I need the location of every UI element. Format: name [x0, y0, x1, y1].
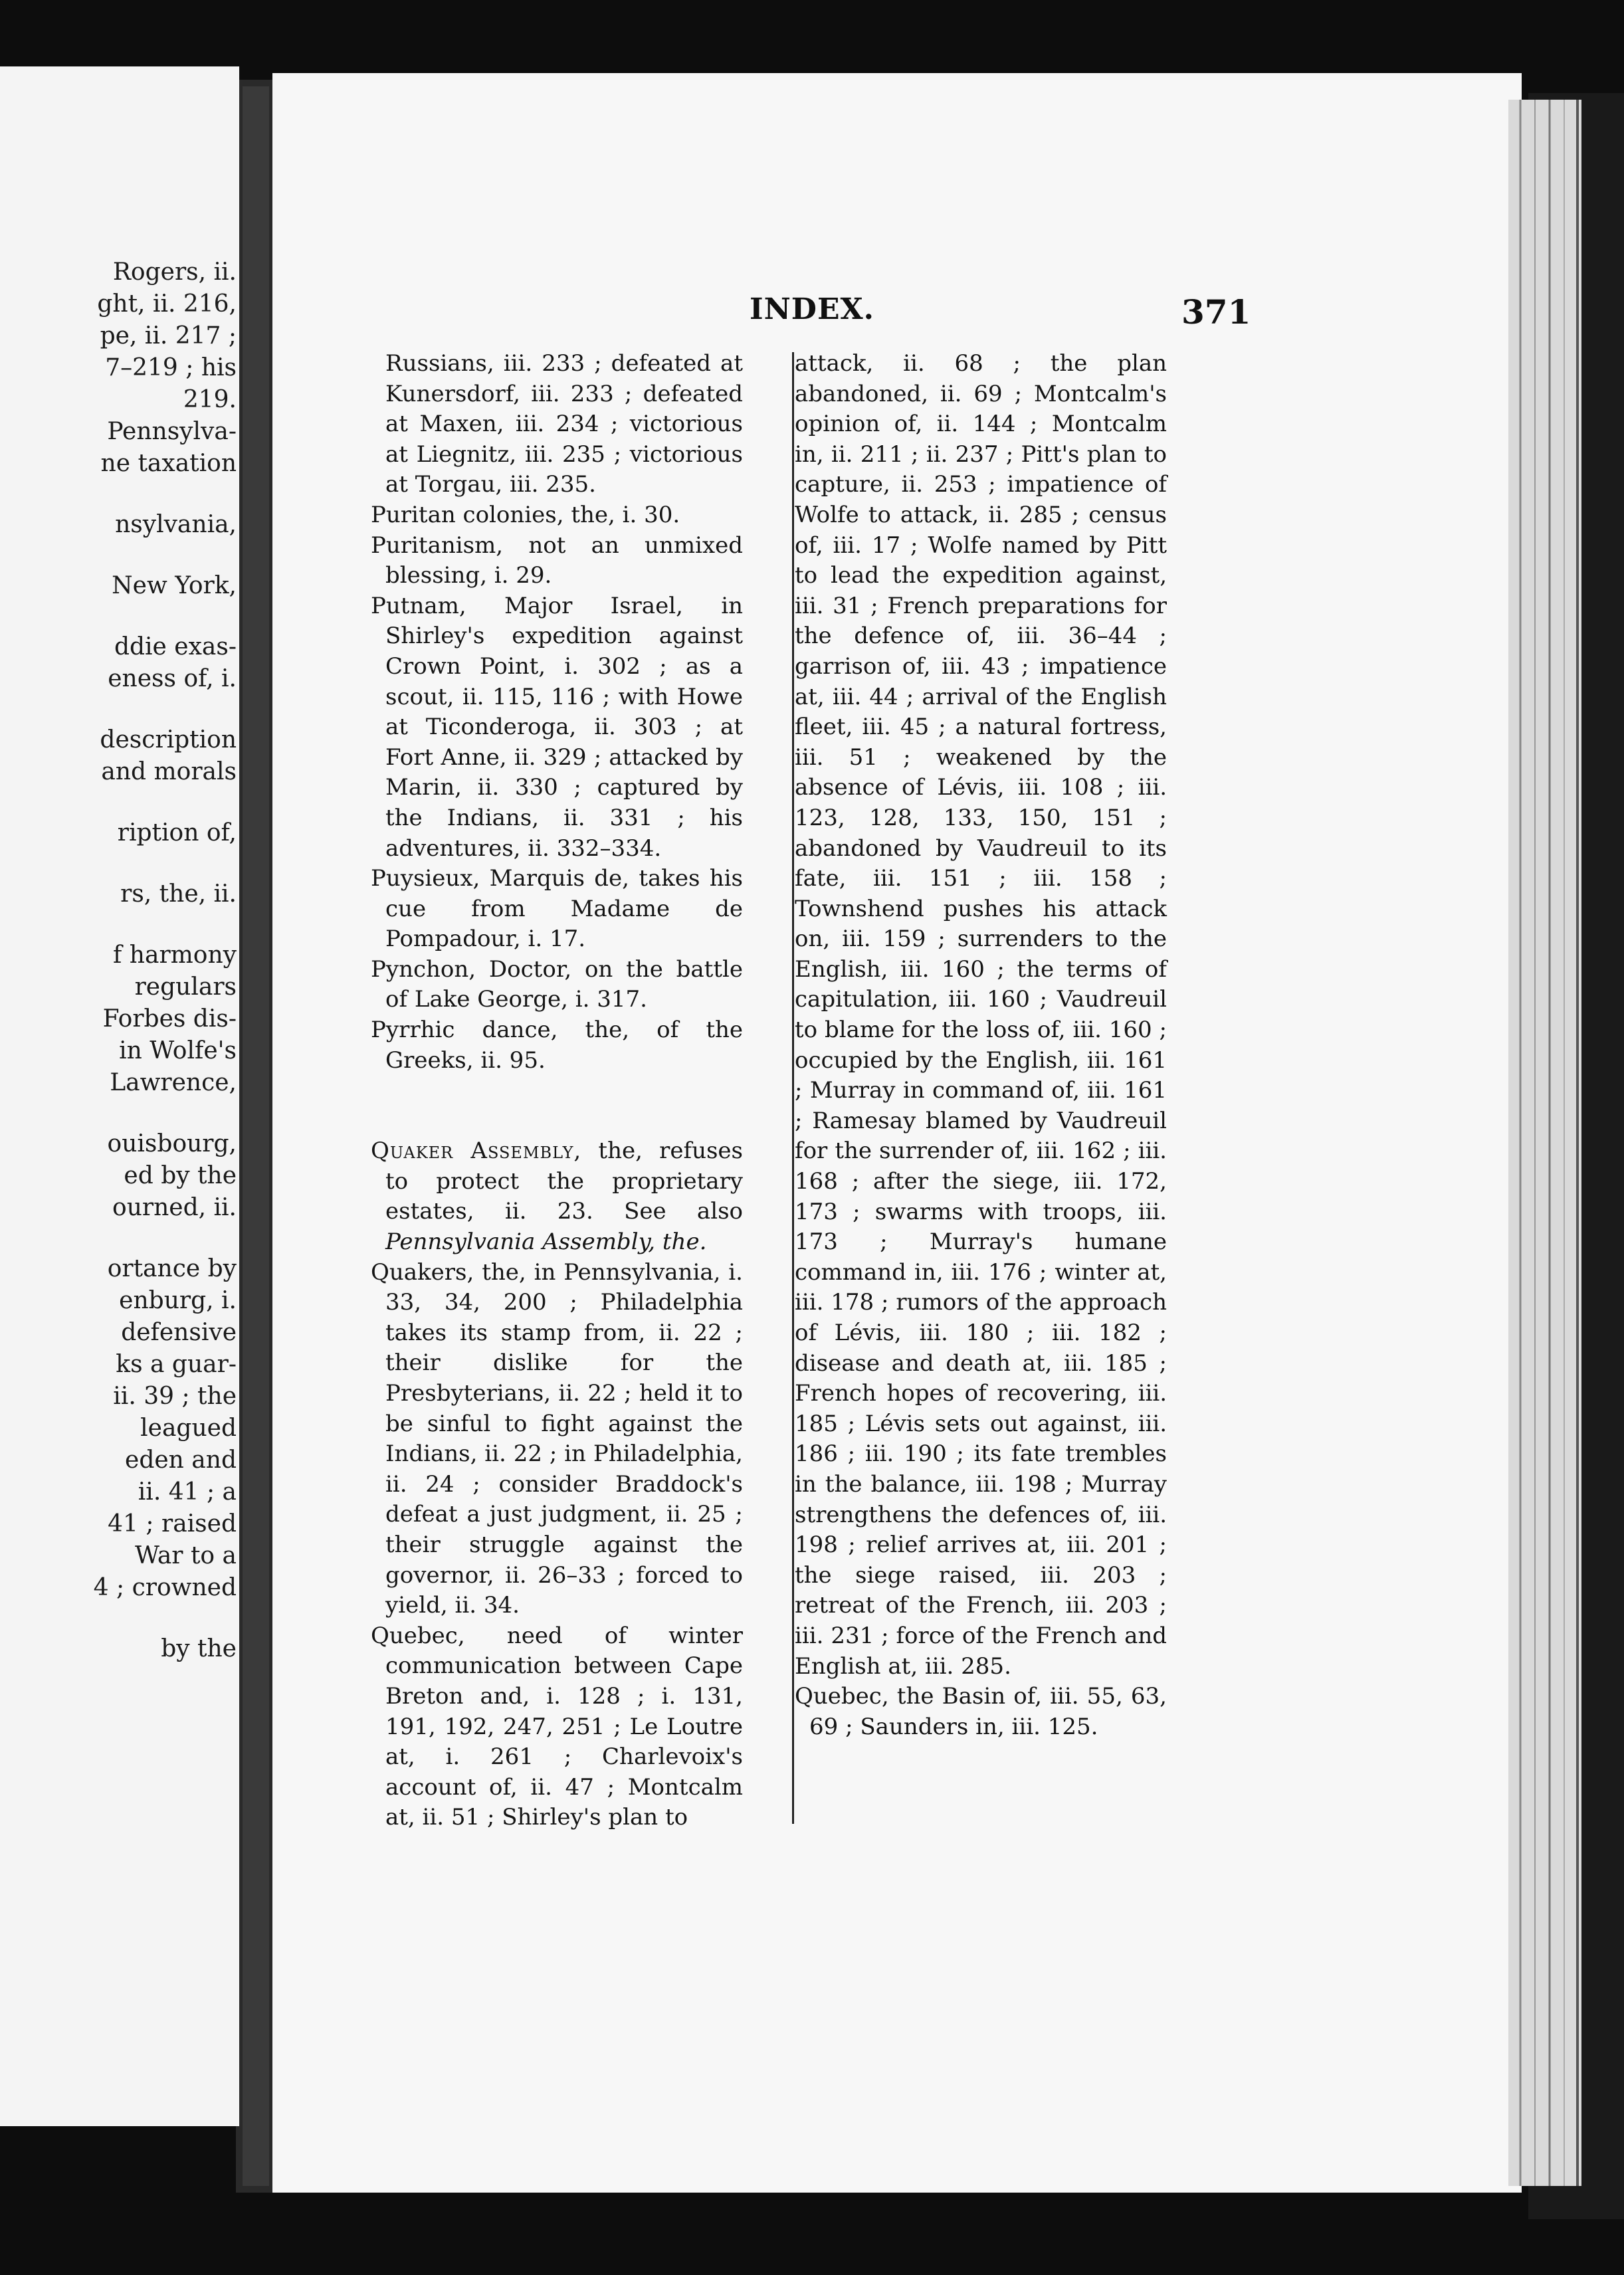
index-entry-quebec-continued: attack, ii. 68 ; the plan abandoned, ii. 69 ; Montcalm's opinion of, ii. 144 ; Montcalm in, ii. 211 ; ii. 237 ; Pitt's plan to capture, ii. 253 ; impatience of Wolfe to attack, ii. 285 ; census of, iii. 17 ; Wolfe named by Pitt to lead the expedition against, iii. 31 ; French preparations for the defence of, iii. 36–44 ; garrison of, iii. 43 ; impatience at, iii. 44 ; arrival of the English fleet, iii. 45 ; a natural fortress, iii. 51 ; weakened by the absence of Lévis, iii. 108 ; iii. 123, 128, 133, 150, 151 ; abandoned by Vaudreuil to its fate, iii. 151 ; iii. 158 ; Townshend pushes his attack on, iii. 159 ; surrenders to the English, iii. 160 ; the terms of capitulation, iii. 160 ; Vaudreuil to blame for the loss of, iii. 160 ; occupied by the English, iii. 161 ; Murray in command of, iii. 161 ; Ramesay blamed by Vaudreuil for the surrender of, iii. 162 ; iii. 168 ; after the siege, iii. 172, 173 ; swarms with troops, iii. 173 ; Murray's humane command in, iii. 176 ; winter at, iii. 178 ; rumors of the approach of Lévis, iii. 180 ; iii. 182 ; disease and death at, iii. 185 ; French hopes of recovering, iii. 185 ; Lévis sets out against, iii. 186 ; iii. 190 ; its fate trembles in the balance, iii. 198 ; Murray strengthens the defences of, iii. 198 ; relief arrives at, iii. 201 ; the siege raised, iii. 203 ; retreat of the French, iii. 203 ; iii. 231 ; force of the French and English at, iii. 285.: [795, 350, 1167, 1680]
facing-page-line: description: [100, 726, 237, 753]
facing-page-line: ks a guar-: [116, 1351, 237, 1378]
index-column-right: [795, 349, 1167, 1742]
facing-page-line: 41 ; raised: [108, 1510, 237, 1537]
index-page: [272, 73, 1522, 2193]
index-entry-quakers: Quakers, the, in Pennsylvania, i. 33, 34, 200 ; Philadelphia takes its stamp from, ii. 22 ; their dislike for the Presbyterians, ii. 22 ; held it to be sinful to fight against the Indians, ii. 22 ; in Philadelphia, ii. 24 ; consider Braddock's defeat a just judgment, ii. 25 ; their struggle against the governor, ii. 26–33 ; forced to yield, ii. 34.: [371, 1258, 743, 1619]
facing-page-line: rs, the, ii.: [120, 880, 237, 908]
facing-page-line: ii. 39 ; the: [113, 1383, 237, 1410]
facing-page-line: f harmony: [113, 941, 237, 969]
facing-page-line: 4 ; crowned: [93, 1574, 237, 1601]
facing-page-line: Pennsylva-: [107, 418, 237, 445]
facing-page-line: eden and: [125, 1446, 237, 1474]
index-entry-puritan-colonies: Puritan colonies, the, i. 30.: [371, 501, 680, 528]
facing-page-line: 219.: [183, 386, 237, 413]
facing-page-line: ed by the: [124, 1162, 237, 1189]
facing-page-line: in Wolfe's: [119, 1037, 237, 1064]
facing-page-line: regulars: [134, 973, 237, 1001]
letter-section-gap: [371, 1076, 743, 1136]
facing-page-line: defensive: [121, 1319, 237, 1346]
facing-page-line: nsylvania,: [115, 511, 237, 538]
facing-page: [0, 66, 239, 2126]
facing-page-line: Rogers, ii.: [112, 258, 237, 286]
facing-page-line: ription of,: [117, 819, 237, 846]
facing-page-line: ouisbourg,: [107, 1130, 237, 1157]
index-entry-pynchon: Pynchon, Doctor, on the battle of Lake George, i. 317.: [371, 955, 743, 1013]
running-head-title: INDEX.: [750, 292, 874, 326]
facing-page-line: Forbes dis-: [102, 1005, 237, 1033]
index-entry-quebec: Quebec, need of winter communication between Cape Breton and, i. 128 ; i. 131, 191, 192, 247, 251 ; Le Loutre at, i. 261 ; Charlevoix's account of, ii. 47 ; Montcalm at, ii. 51 ; Shirley's plan to: [371, 1622, 743, 1831]
index-entry-quaker-assembly: [371, 1136, 743, 1257]
facing-page-line: ortance by: [107, 1255, 237, 1282]
facing-page-line: eness of, i.: [108, 665, 237, 692]
facing-page-line: by the: [161, 1635, 237, 1662]
facing-page-line: ddie exas-: [114, 633, 237, 660]
facing-page-line: ii. 41 ; a: [138, 1478, 237, 1506]
entry-heading-smallcaps: Quaker Assembly,: [371, 1138, 582, 1165]
facing-page-line: pe, ii. 217 ;: [100, 322, 237, 349]
index-column-left: [371, 349, 743, 1833]
index-entry-continuation: Russians, iii. 233 ; defeated at Kunersdorf, iii. 233 ; defeated at Maxen, iii. 234 ; victorious at Liegnitz, iii. 235 ; victorious at Torgau, iii. 235.: [385, 350, 743, 498]
facing-page-line: New York,: [112, 572, 237, 599]
facing-page-line: War to a: [134, 1542, 237, 1569]
entry-text: the, refuses to protect the proprietary estates, ii. 23. See also: [385, 1138, 743, 1225]
facing-page-line: ourned, ii.: [112, 1194, 237, 1221]
index-entry-putnam: Putnam, Major Israel, in Shirley's expedition against Crown Point, i. 302 ; as a scout, ii. 115, 116 ; with Howe at Ticonderoga, ii. 303 ; at Fort Anne, ii. 329 ; attacked by Marin, ii. 330 ; captured by the Indians, ii. 331 ; his adventures, ii. 332–334.: [371, 592, 743, 862]
index-entry-puritanism: Puritanism, not an unmixed blessing, i. 29.: [371, 532, 743, 589]
index-entry-quebec-basin: Quebec, the Basin of, iii. 55, 63, 69 ; Saunders in, iii. 125.: [795, 1683, 1167, 1740]
column-rule: [792, 352, 794, 1824]
page-number: 371: [1181, 292, 1251, 332]
index-entry-pyrrhic: Pyrrhic dance, the, of the Greeks, ii. 95.: [371, 1017, 743, 1074]
cross-reference: Pennsylvania Assembly, the.: [385, 1229, 707, 1256]
facing-page-line: leagued: [140, 1415, 237, 1442]
facing-page-line: ne taxation: [100, 450, 237, 477]
facing-page-line: ght, ii. 216,: [97, 290, 237, 318]
facing-page-line: and morals: [101, 758, 237, 785]
facing-page-line: Lawrence,: [110, 1069, 237, 1096]
facing-page-line: 7–219 ; his: [105, 354, 237, 381]
index-entry-puysieux: Puysieux, Marquis de, takes his cue from Madame de Pompadour, i. 17.: [371, 865, 743, 953]
page-edges: [1508, 100, 1581, 2186]
facing-page-line: enburg, i.: [119, 1287, 237, 1314]
